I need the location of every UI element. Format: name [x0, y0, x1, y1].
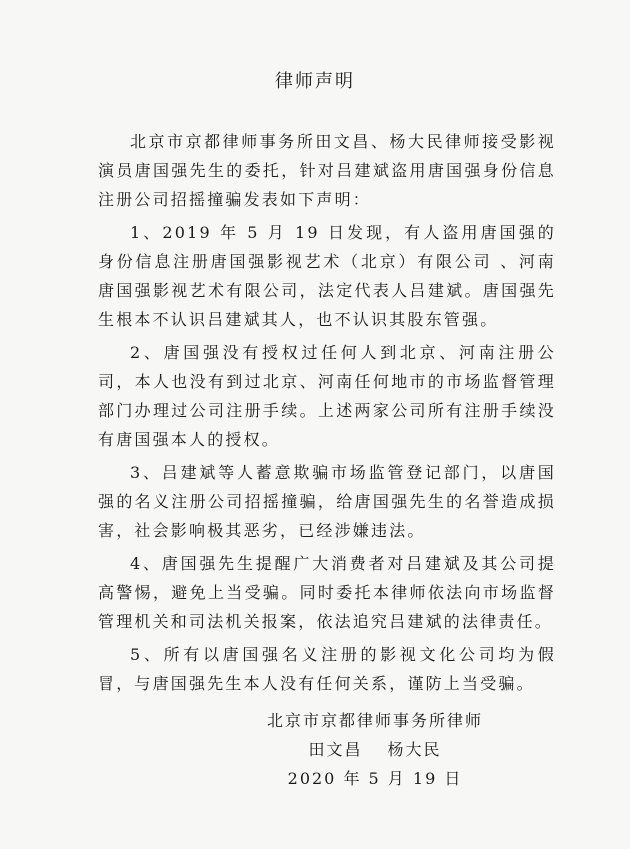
signature-firm: 北京市京都律师事务所律师 [266, 711, 483, 730]
statement-item-4: 4、唐国强先生提醒广大消费者对吕建斌及其公司提高警惕，避免上当受骗。同时委托本律师依法向市场监督管理机关和司法机关报案，依法追究吕建斌的法律责任。 [98, 554, 556, 631]
statement-item-5: 5、所有以唐国强名义注册的影视文化公司均为假冒，与唐国强先生本人没有任何关系，谨防上当受骗。 [98, 645, 556, 693]
signature-date: 2020 年 5 月 19 日 [287, 769, 463, 788]
statement-item-2: 2、唐国强没有授权过任何人到北京、河南注册公司，本人也没有到过北京、河南任何地市的市场监督管理部门办理过公司注册手续。上述两家公司所有注册手续没有唐国强本人的授权。 [98, 343, 556, 449]
statement-item-1: 1、2019 年 5 月 19 日发现，有人盗用唐国强的身份信息注册唐国强影视艺术（北京）有限公司 、河南唐国强影视艺术有限公司，法定代表人吕建斌。唐国强先生根本不认识吕建斌其人，也不认识其股东管强。 [98, 223, 556, 329]
signature-block [210, 706, 540, 793]
statement-body [98, 127, 556, 702]
signature-lawyers: 田文昌 杨大民 [308, 740, 442, 759]
statement-item-3: 3、吕建斌等人蓄意欺骗市场监管登记部门，以唐国强的名义注册公司招摇撞骗，给唐国强先生的名誉造成损害，社会影响极其恶劣，已经涉嫌违法。 [98, 463, 556, 540]
intro-paragraph: 北京市京都律师事务所田文昌、杨大民律师接受影视演员唐国强先生的委托，针对吕建斌盗用唐国强身份信息注册公司招摇撞骗发表如下声明： [98, 132, 556, 209]
document-title: 律师声明 [275, 71, 355, 92]
